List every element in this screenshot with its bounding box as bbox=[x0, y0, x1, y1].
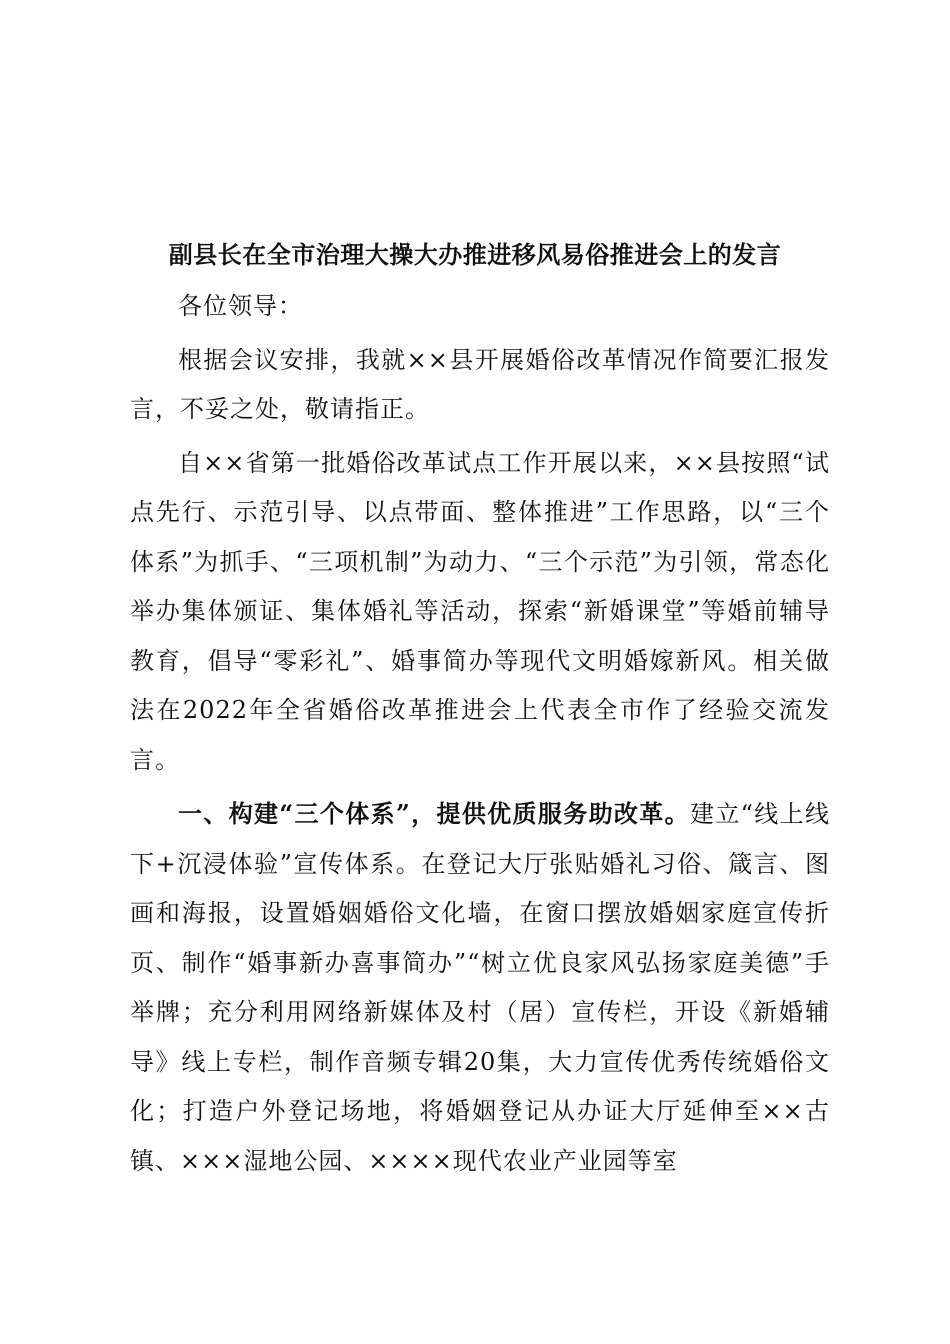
document-title: 副县长在全市治理大操大办推进移风易俗推进会上的发言 bbox=[168, 240, 782, 269]
paragraph-1: 根据会议安排，我就××县开展婚俗改革情况作简要汇报发言，不妥之处，敬请指正。 bbox=[130, 345, 830, 423]
section-1-paragraph bbox=[130, 789, 830, 1186]
paragraph-2: 自××省第一批婚俗改革试点工作开展以来，××县按照“试点先行、示范引导、以点带面、整体推进”工作思路，以“三个体系”为抓手、“三项机制”为动力、“三个示范”为引领，常态化举办集体颁证、集体婚礼等活动，探索“新婚课堂”等婚前辅导教育，倡导“零彩礼”、婚事简办等现代文明婚嫁新风。相关做法在2022年全省婚俗改革推进会上代表全市作了经验交流发言。 bbox=[130, 448, 830, 774]
section-1-text: 建立“线上线下+沉浸体验”宣传体系。在登记大厅张贴婚礼习俗、箴言、图画和海报，设置婚姻婚俗文化墙，在窗口摆放婚姻家庭宣传折页、制作“婚事新办喜事简办”“树立优良家风弘扬家庭美德”手举牌；充分利用网络新媒体及村（居）宣传栏，开设《新婚辅导》线上专栏，制作音频专辑20集，大力宣传优秀传统婚俗文化；打造户外登记场地，将婚姻登记从办证大厅延伸至××古镇、×××湿地公园、××××现代农业产业园等室 bbox=[130, 800, 830, 1175]
section-1-heading: 一、构建“三个体系”，提供优质服务助改革。 bbox=[178, 799, 690, 828]
document-body bbox=[130, 282, 830, 1186]
salutation: 各位领导： bbox=[178, 292, 303, 320]
